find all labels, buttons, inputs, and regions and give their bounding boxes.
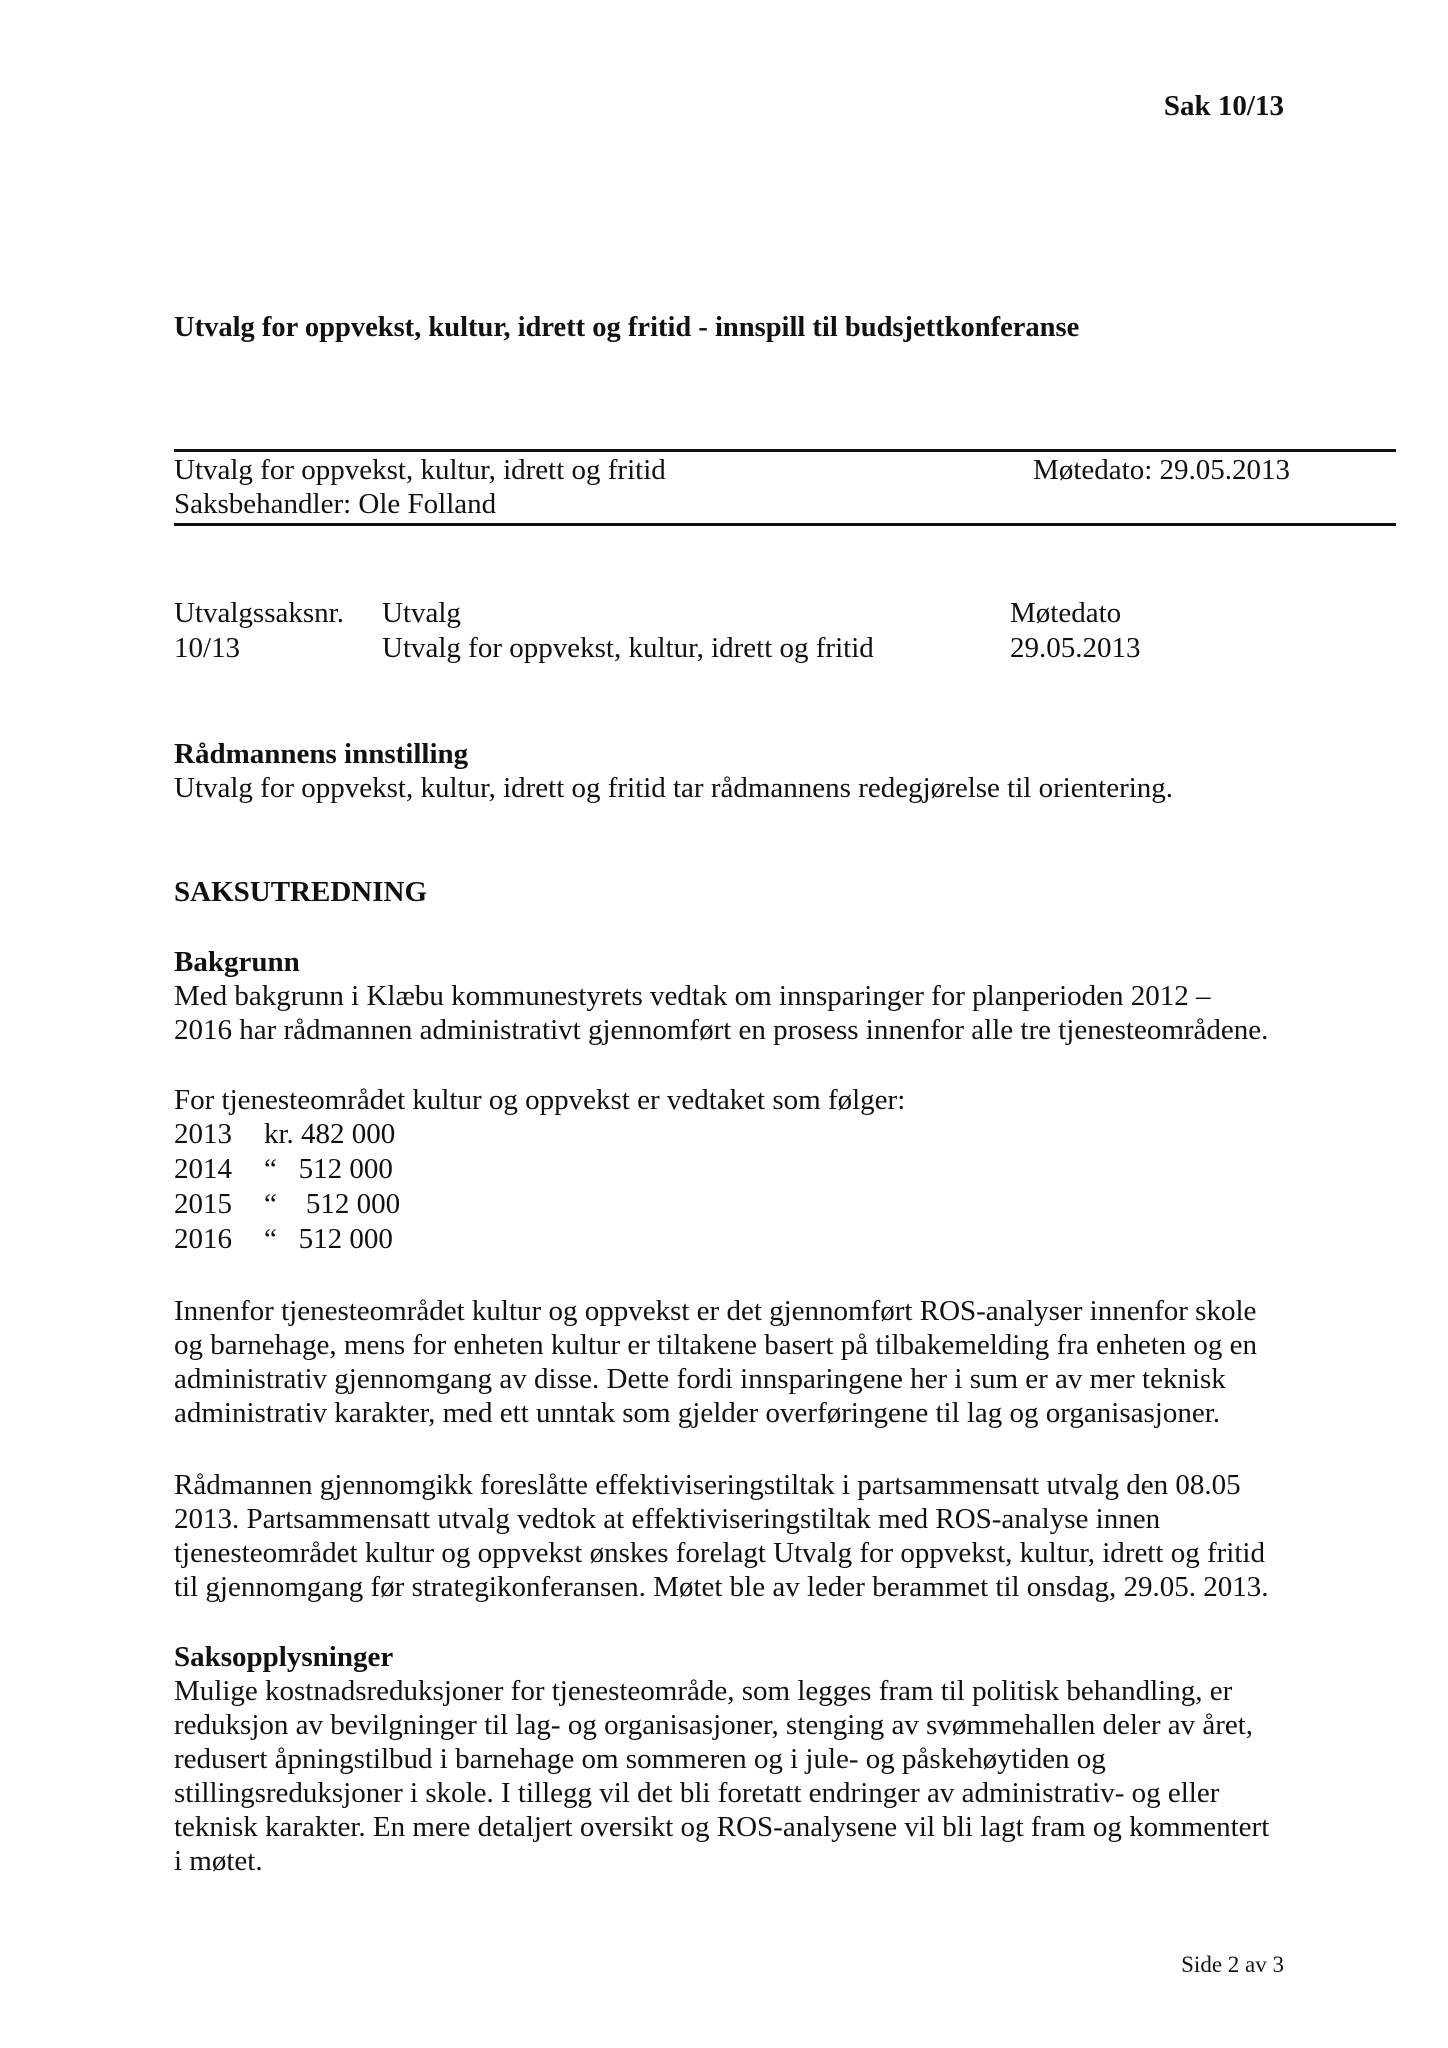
text-line: til gjennomgang før strategikonferansen. Møtet ble av leder berammet til onsdag, 29.05. 2013. [174, 1571, 1269, 1603]
case-table-header [174, 596, 1274, 630]
information-paragraph [174, 1674, 1334, 1878]
committee-name: Utvalg for oppvekst, kultur, idrett og fritid [174, 454, 666, 486]
text-line: Rådmannen gjennomgikk foreslåtte effektiviseringstiltak i partsammensatt utvalg den 08.05 [174, 1469, 1241, 1501]
background-paragraph-3 [174, 1468, 1334, 1604]
background-paragraph-2 [174, 1294, 1334, 1430]
meeting-date: Møtedato: 29.05.2013 [1033, 454, 1290, 486]
savings-year: 2014 [174, 1153, 232, 1185]
cell-case-number: 10/13 [174, 632, 241, 664]
savings-amount: “ 512 000 [264, 1153, 393, 1185]
document-title: Utvalg for oppvekst, kultur, idrett og fritid - innspill til budsjettkonferanse [174, 312, 1080, 343]
case-table-row [174, 631, 1274, 665]
text-line: Mulige kostnadsreduksjoner for tjenesteområde, som legges fram til politisk behandling, er [174, 1675, 1233, 1707]
recommendation-heading: Rådmannens innstilling [174, 738, 469, 770]
page-number: Side 2 av 3 [1181, 1952, 1284, 1977]
case-number: Sak 10/13 [1163, 90, 1284, 122]
savings-amount: “ 512 000 [264, 1223, 393, 1255]
text-line: stillingsreduksjoner i skole. I tillegg vil det bli foretatt endringer av administrativ- og eller [174, 1777, 1220, 1809]
text-line: 2016 har rådmannen administrativt gjennomført en prosess innenfor alle tre tjenesteområdene. [174, 1014, 1269, 1046]
savings-year: 2013 [174, 1118, 232, 1150]
information-heading: Saksopplysninger [174, 1641, 394, 1673]
text-line: 2013. Partsammensatt utvalg vedtok at effektiviseringstiltak med ROS-analyse innen [174, 1503, 1161, 1535]
savings-amount: “ 512 000 [264, 1188, 401, 1220]
text-line: administrativ karakter, med ett unntak som gjelder overføringene til lag og organisasjoner. [174, 1397, 1221, 1429]
recommendation-text: Utvalg for oppvekst, kultur, idrett og fritid tar rådmannens redegjørelse til orientering. [174, 772, 1174, 804]
header-committee: Utvalg [382, 597, 461, 629]
savings-amount: kr. 482 000 [264, 1118, 396, 1150]
cell-meeting-date: 29.05.2013 [1010, 632, 1141, 664]
text-line: teknisk karakter. En mere detaljert oversikt og ROS-analysene vil bli lagt fram og kommentert [174, 1811, 1270, 1843]
cell-committee: Utvalg for oppvekst, kultur, idrett og fritid [382, 632, 874, 664]
savings-row [174, 1187, 574, 1221]
header-case-number: Utvalgssaksnr. [174, 597, 344, 629]
savings-year: 2016 [174, 1223, 232, 1255]
background-paragraph-1 [174, 979, 1334, 1047]
text-line: redusert åpningstilbud i barnehage om sommeren og i jule- og påskehøytiden og [174, 1743, 1106, 1775]
top-rule [174, 449, 1396, 452]
saksutredning-heading: SAKSUTREDNING [174, 876, 427, 908]
text-line: administrativ gjennomgang av disse. Dette fordi innsparingene her i sum er av mer teknisk [174, 1363, 1226, 1395]
savings-row [174, 1152, 574, 1186]
text-line: tjenesteområdet kultur og oppvekst ønskes forelagt Utvalg for oppvekst, kultur, idrett og fritid [174, 1537, 1265, 1569]
text-line: i møtet. [174, 1845, 263, 1877]
text-line: og barnehage, mens for enheten kultur er tiltakene basert på tilbakemelding fra enheten og en [174, 1329, 1258, 1361]
text-line: Innenfor tjenesteområdet kultur og oppvekst er det gjennomført ROS-analyser innenfor skole [174, 1295, 1257, 1327]
meeting-info-row [174, 453, 1290, 487]
text-line: Med bakgrunn i Klæbu kommunestyrets vedtak om innsparinger for planperioden 2012 – [174, 980, 1211, 1012]
text-line: reduksjon av bevilgninger til lag- og organisasjoner, stenging av svømmehallen deler av året, [174, 1709, 1254, 1741]
bottom-rule [174, 523, 1396, 526]
case-officer: Saksbehandler: Ole Folland [174, 488, 497, 520]
savings-intro: For tjenesteområdet kultur og oppvekst er vedtaket som følger: [174, 1084, 906, 1116]
savings-year: 2015 [174, 1188, 232, 1220]
savings-row [174, 1222, 574, 1256]
savings-row [174, 1117, 574, 1151]
background-heading: Bakgrunn [174, 946, 300, 978]
header-meeting-date: Møtedato [1010, 597, 1122, 629]
